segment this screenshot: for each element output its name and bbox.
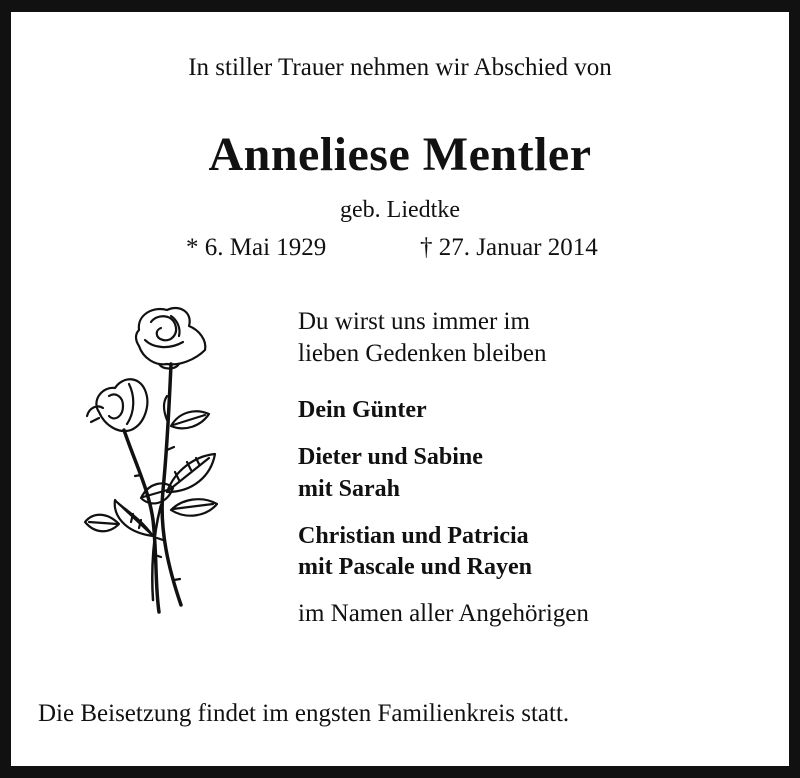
closing-line: im Namen aller Angehörigen <box>298 600 589 627</box>
mourner-line: Dein Günter <box>298 397 427 423</box>
mourner-line: Dieter und Sabine <box>298 444 483 470</box>
intro-line: In stiller Trauer nehmen wir Abschied von <box>188 54 612 81</box>
maiden-name: geb. Liedtke <box>340 197 460 223</box>
mourner-line: Christian und Patricia <box>298 523 529 549</box>
mourner-line: mit Sarah <box>298 476 400 502</box>
mourner-line: mit Pascale und Rayen <box>298 554 532 580</box>
death-date: † 27. Januar 2014 <box>420 234 598 261</box>
birth-date: * 6. Mai 1929 <box>186 234 327 261</box>
deceased-name: Anneliese Mentler <box>208 128 592 181</box>
quote-line-2: lieben Gedenken bleiben <box>298 340 547 367</box>
rose-icon <box>79 300 219 625</box>
quote-line-1: Du wirst uns immer im <box>298 308 530 335</box>
funeral-note: Die Beisetzung findet im engsten Familienkreis statt. <box>38 700 570 727</box>
